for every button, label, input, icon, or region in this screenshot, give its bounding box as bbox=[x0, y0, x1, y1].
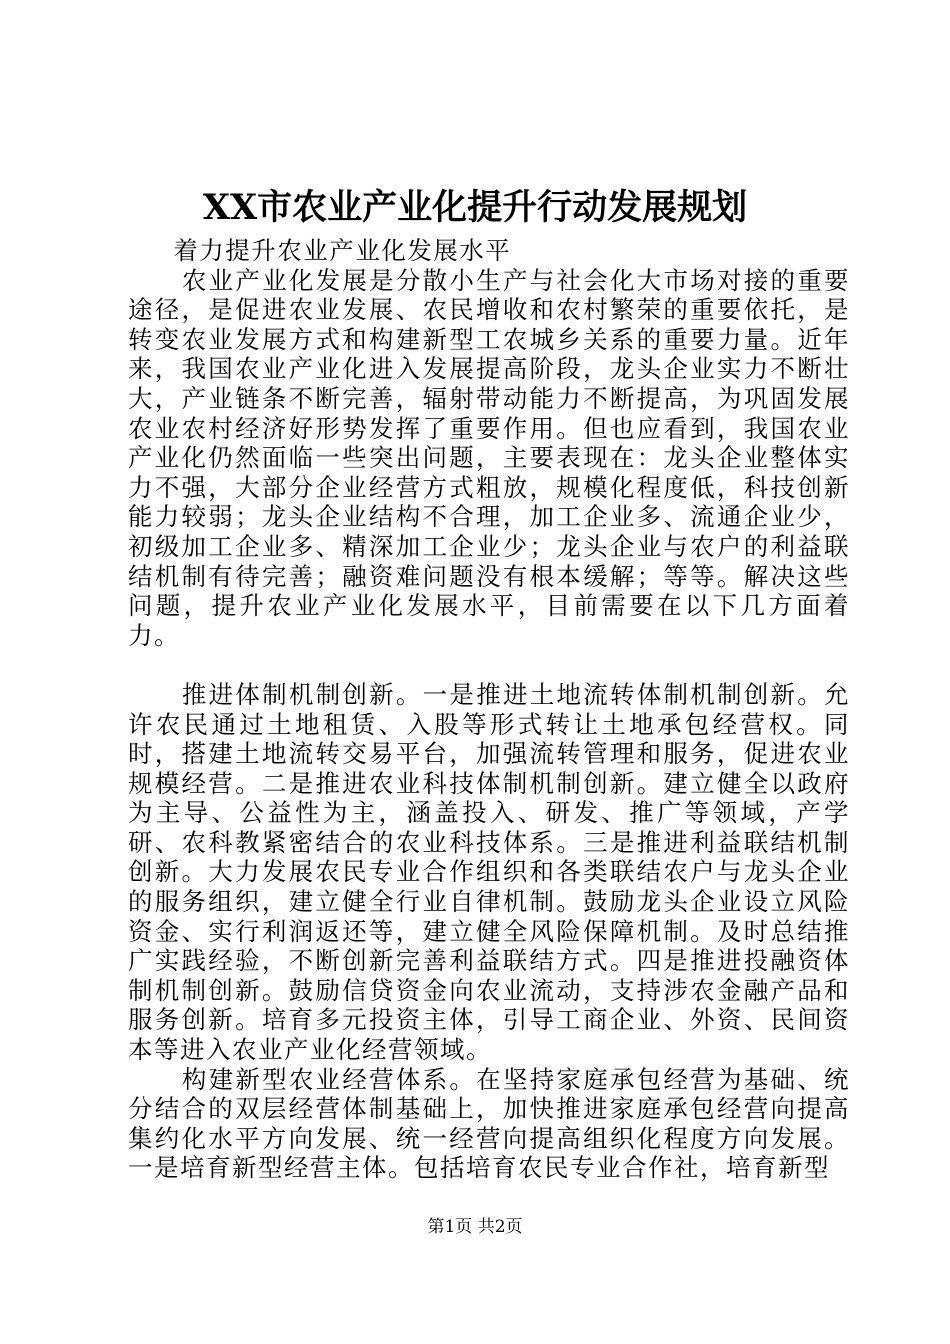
document-subtitle: 着力提升农业产业化发展水平 bbox=[173, 236, 512, 265]
paragraph-intro: 农业产业化发展是分散小生产与社会化大市场对接的重要途径，是促进农业发展、农民增收和农村繁荣的重要依托，是转变农业发展方式和构建新型工农城乡关系的重要力量。近年来，我国农业产业化进入发展提高阶段，龙头企业实力不断壮大，产业链条不断完善，辐射带动能力不断提高，为巩固发展农业农村经济好形势发挥了重要作用。但也应看到，我国农业产业化仍然面临一些突出问题，主要表现在：龙头企业整体实力不强，大部分企业经营方式粗放，规模化程度低，科技创新能力较弱；龙头企业结构不合理，加工企业多、流通企业少，初级加工企业多、精深加工企业少；龙头企业与农户的利益联结机制有待完善；融资难问题没有根本缓解；等等。解决这些问题，提升农业产业化发展水平，目前需要在以下几方面着力。 bbox=[128, 265, 850, 650]
paragraph-spacer bbox=[128, 650, 850, 680]
document-body bbox=[128, 236, 850, 1183]
paragraph-new-operating-system: 构建新型农业经营体系。在坚持家庭承包经营为基础、统分结合的双层经营体制基础上，加快推进家庭承包经营向提高集约化水平方向发展、统一经营向提高组织化程度方向发展。一是培育新型经营主体。包括培育农民专业合作社，培育新型 bbox=[128, 1064, 850, 1183]
document-title: XX市农业产业化提升行动发展规划 bbox=[202, 187, 748, 228]
page-number: 第1页 共2页 bbox=[427, 1217, 523, 1237]
paragraph-institutional-innovation: 推进体制机制创新。一是推进土地流转体制机制创新。允许农民通过土地租赁、入股等形式转让土地承包经营权。同时，搭建土地流转交易平台，加强流转管理和服务，促进农业规模经营。二是推进农业科技体制机制创新。建立健全以政府为主导、公益性为主，涵盖投入、研发、推广等领域，产学研、农科教紧密结合的农业科技体系。三是推进利益联结机制创新。大力发展农民专业合作组织和各类联结农户与龙头企业的服务组织，建立健全行业自律机制。鼓励龙头企业设立风险资金、实行利润返还等，建立健全风险保障机制。及时总结推广实践经验，不断创新完善利益联结方式。四是推进投融资体制机制创新。鼓励信贷资金向农业流动，支持涉农金融产品和服务创新。培育多元投资主体，引导工商企业、外资、民间资本等进入农业产业化经营领域。 bbox=[128, 679, 850, 1065]
